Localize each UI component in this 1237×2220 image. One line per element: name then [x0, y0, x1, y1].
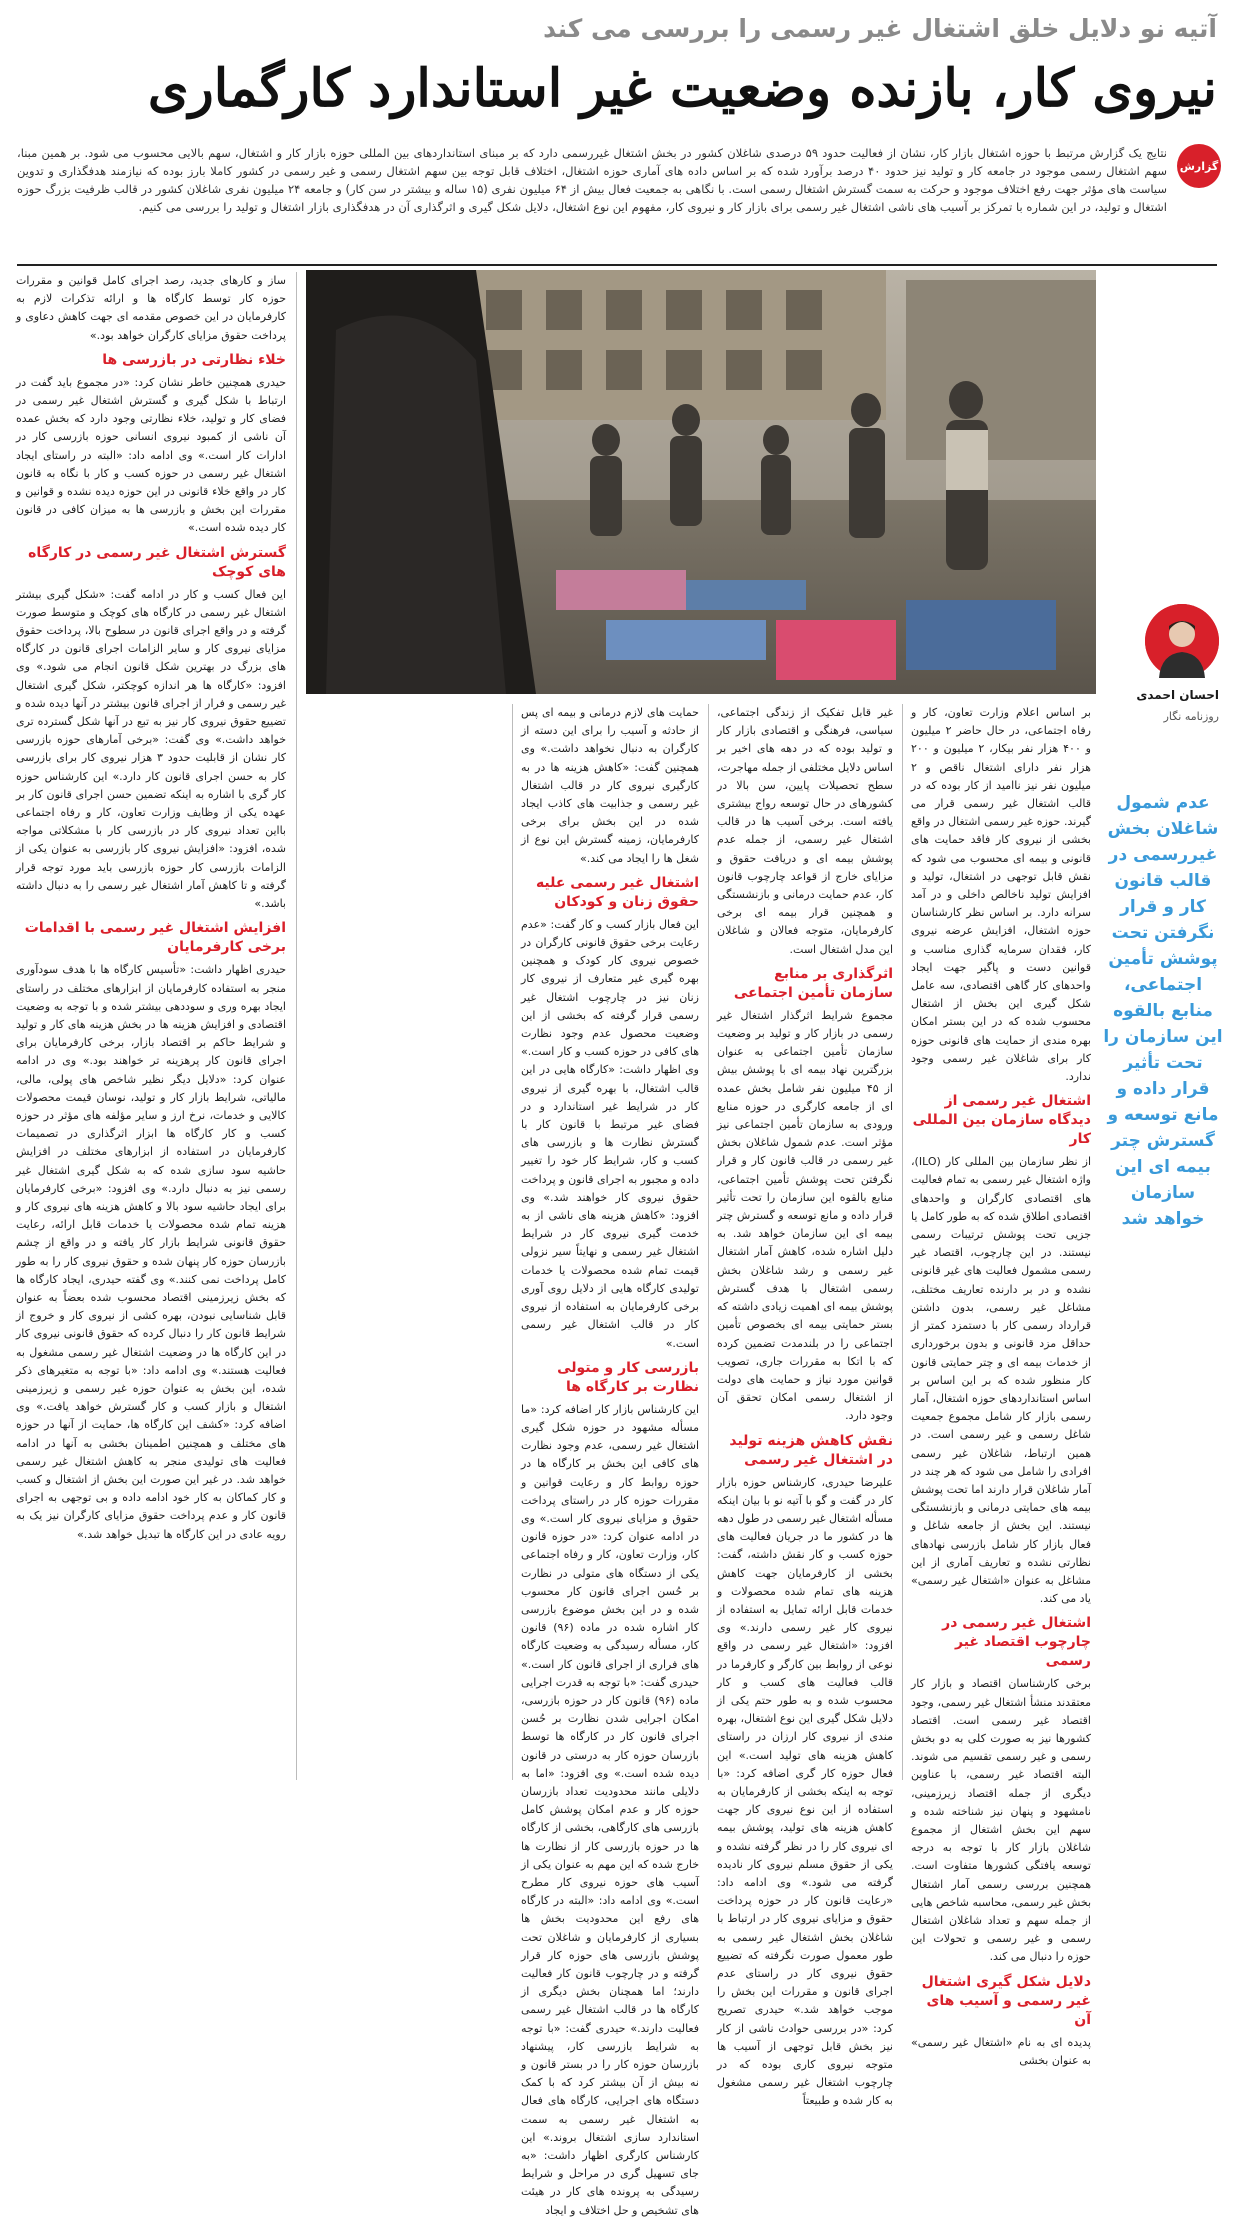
- column-divider: [708, 704, 709, 1780]
- column-divider: [296, 272, 297, 1780]
- subheading: بازرسی کار و متولی نظارت بر کارگاه ها: [557, 1359, 699, 1395]
- column-1: [911, 704, 1091, 2067]
- paragraph: این فعال بازار کسب و کار گفت: «عدم رعایت برخی حقوق قانونی کارگران در خصوص نیروی کار کودک و همچنین بهره گیری غیر متعارف از نیروی کار زنان نیز در چارچوب اشتغال غیر رسمی قرار گرفته که بخشی از این وضعیت محصول عدم وجود نظارت های کافی در حوزه کسب و کار است.» وی اظهار داشت: «کارگاه هایی در این قالب اشتغال، با بهره گیری از نیروی کار در شرایط غیر استاندارد و در فضای غیر مرتبط با قانون کار با گسترش نظارت ها و بازرسی های کسب و کار، شرایط کار خود را تغییر داده و مجبور به اجرای قانون و پرداخت حقوق نیروی کار خواهند شد.» وی افزود: «کاهش هزینه های ناشی از به خدمت گیری نیروی کار در شرایط اشتغال غیر رسمی و نهایتاً سیر نزولی قیمت تمام شده محصولات یا خدمات تولیدی کارگاه هایی از دلایل روی آوری برخی کارفرمایان به استفاده از نیروی کار در قالب اشتغال غیر رسمی است.»: [521, 917, 699, 1350]
- lead-paragraph: نتایج یک گزارش مرتبط با حوزه اشتغال بازار کار، نشان از فعالیت حدود ۵۹ درصدی شاغلان کشور در بخش اشتغال غیررسمی دارد که بر مبنای استانداردهای بین المللی حوزه بازار کار و اشتغال، سهم بالایی محسوب می شود. بر همین مبنا، سهم اشتغال رسمی موجود در جامعه کار و تولید نیز حدود ۴۰ درصد برآورد شده که بر اساس داده های آماری حوزه اشتغال، اختلاف قابل توجه بین سهم اشتغال رسمی و غیر رسمی در کشور کاملا بارز بوده که نیازمند هدفگذاری و تدوین سیاست های مؤثر جهت رفع اختلاف موجود و حرکت به سمت گسترش اشتغال رسمی است. با نگاهی به جمعیت فعال بیش از ۶۴ میلیون نفری (۱۵ ساله و بیشتر در سن کار) و جامعه ۲۴ میلیون نفری شاغلان کشور در قالب ظرفیت بزرگ حوزه اشتغال و تولید، در این شماره با تمرکز بر آسیب های ناشی اشتغال غیر رسمی برای بازار کار و نیروی کار، مفهوم این نوع اشتغال، دلایل شکل گیری و اثرگذاری آن در هدفگذاری بازار اشتغال و تولید را بررسی می کنیم.: [17, 146, 1168, 214]
- paragraph: مجموع شرایط اثرگذار اشتغال غیر رسمی در بازار کار و تولید بر وضعیت سازمان تأمین اجتماعی به عنوان بزرگترین نهاد بیمه ای با پوشش بیش از ۴۵ میلیون نفر شامل بخش عمده ای از جامعه کارگری در حوزه منابع ورودی به سازمان تأمین اجتماعی نیز مؤثر است. عدم شمول شاغلان بخش غیر رسمی در قالب قانون کار و قرار نگرفتن تحت پوشش تأمین اجتماعی، منابع بالقوه این سازمان را تحت تأثیر قرار داده و مانع توسعه و گسترش چتر بیمه ای این سازمان خواهد شد. به دلیل اشاره شده، کاهش آمار اشتغال غیر رسمی و رشد شاغلان بخش رسمی اشتغال با هدف گسترش پوشش بیمه ای اهمیت زیادی داشته که بستر حمایتی بیمه ای بخصوص تأمین اجتماعی را در بلندمدت تضمین کرده که با اتکا به مقررات جاری، تصویب قوانین مورد نیاز و حمایت های دولت از اشتغال رسمی امکان تحقق آن وجود دارد.: [717, 1008, 893, 1423]
- author-name: احسان احمدی: [1136, 688, 1219, 702]
- kicker: آتیه نو دلایل خلق اشتغال غیر رسمی را بررسی می کند: [543, 14, 1217, 43]
- author-avatar: [1145, 604, 1219, 678]
- paragraph: حمایت های لازم درمانی و بیمه ای پس از حادثه و آسیب را برای این دسته از کارگران به دنبال نخواهد داشت.» وی همچنین گفت: «کاهش هزینه ها در به کارگیری نیروی کار در قالب اشتغال غیر رسمی و جذابیت های کاذب ایجاد شده در این بخش برای برخی کارفرمایان، زمینه گسترش این نوع از شغل ها را ایجاد می کند.»: [521, 706, 699, 865]
- market-photo: [306, 270, 1096, 694]
- subheading: اشتغال غیر رسمی از دیدگاه سازمان بین المللی کار: [912, 1093, 1091, 1148]
- author-role: روزنامه نگار: [1163, 710, 1219, 723]
- header-rule: [17, 264, 1217, 266]
- paragraph: غیر قابل تفکیک از زندگی اجتماعی، سیاسی، فرهنگی و اقتصادی بازار کار و تولید بوده که در دهه های اخیر بر اساس دلایل مختلفی از جمله مهاجرت، سطح تحصیلات پایین، سن بالا در کشورهای در حال توسعه رواج بیشتری یافته است. برخی آسیب ها در قالب اشتغال غیر رسمی، از جمله عدم پوشش بیمه ای و دریافت حقوق و مزایای خارج از قواعد چارچوب قانون کار، عدم حمایت درمانی و بازنشستگی و همچنین قرار بیمه ای برخی کارفرمایان، متوجه فعالان و شاغلان این مدل اشتغال است.: [717, 706, 893, 956]
- subheading: خلاء نظارتی در بازرسی ها: [102, 351, 286, 368]
- column-2: [717, 704, 893, 2108]
- section-badge: گزارش: [1177, 144, 1221, 188]
- subheading: نقش کاهش هزینه تولید در اشتغال غیر رسمی: [729, 1432, 893, 1468]
- column-3: [521, 704, 699, 2217]
- subheading: گسترش اشتغال غیر رسمی در کارگاه های کوچک: [28, 544, 286, 580]
- paragraph: بر اساس اعلام وزارت تعاون، کار و رفاه اجتماعی، در حال حاضر ۲ میلیون و ۴۰۰ هزار نفر بیکار، ۲ میلیون و ۲۰۰ هزار نفر دارای اشتغال ناقص و ۲ میلیون نفر نیز ناامید از کار بوده که در قالب اشتغال غیر رسمی قرار می گیرند. حوزه غیر رسمی اشتغال در واقع بخشی از نیروی کار فاقد حمایت های قانونی و بیمه ای محسوب می شود که نقش قابل توجهی در اشتغال، تولید و افزایش تولید ناخالص داخلی و در آمد سرانه دارد. بر اساس نظر کارشناسان حوزه اشتغال، افزایش عرضه نیروی کار، فقدان سرمایه گذاری مناسب و قوانین دست و پاگیر جهت ایجاد واحدهای کار گاهی اقتصادی، سه عامل شکل گیری این بخش از اشتغال محسوب شده که در این بستر امکان بهره مندی از حمایت های قانونی حوزه کار برای شاغلان غیر رسمی وجود ندارد.: [911, 706, 1091, 1084]
- paragraph: این کارشناس بازار کار اضافه کرد: «ما مسأله مشهود در حوزه شکل گیری اشتغال غیر رسمی، عدم وجود نظارت های کافی این بخش بر کارگاه ها در حوزه روابط کار و رعایت قوانین و مقررات حوزه کار در راستای پرداخت حقوق و مزایای نیروی کار است.» وی در ادامه عنوان کرد: «در حوزه قانون کار، وزارت تعاون، کار و رفاه اجتماعی یکی از دستگاه های متولی در نظارت بر حُسن اجرای قانون کار محسوب شده و در این بخش موضوع بازرسی کار اشاره شده در ماده (۹۶) قانون کار، مسأله رسیدگی به وضعیت کارگاه های فراری از اجرای قانون کار است.» حیدری گفت: «با توجه به قدرت اجرایی ماده (۹۶) قانون کار در حوزه بازرسی، امکان اجرایی شدن نظارت بر حُسن اجرای قانون کار در کارگاه ها توسط بازرسان حوزه کار به درستی در قانون دیده شده است.» وی افزود: «اما به دلایلی مانند محدودیت تعداد بازرسان حوزه کار و عدم امکان پوشش کامل بازرسی های کارگاهی، بخشی از کارگاه ها در حوزه بازرسی کار از نظارت ها خارج شده که این مهم به عنوان یکی از آسیب های حوزه نیروی کار مطرح است.» وی ادامه داد: «البته در کارگاه های رفع این محدودیت بخش ها بسیاری از کارفرمایان و شاغلان تحت پوشش بازرسی های حوزه کار قرار گرفته و در چارچوب قانون کار فعالیت دارند؛ اما همچنان بخش دیگری از کارگاه ها در قالب اشتغال غیر رسمی فعالیت دارند.» حیدری گفت: «با توجه به شرایط بازرسی کار، پیشنهاد بازرسان حوزه کار را در بستر قانون و نه بیش از آن بیشتر کرد که با کمک دستگاه های اجرایی، کارگاه های فعال به اشتغال غیر رسمی به سمت استاندارد سازی اشتغال بروند.» این کارشناس کارگری اظهار داشت: «به جای تسهیل گری در مراحل و شرایط رسیدگی به پرونده های کار در هیئت های تشخیص و حل اختلاف و ایجاد: [521, 1402, 699, 2217]
- paragraph: برخی کارشناسان اقتصاد و بازار کار معتقدند منشأ اشتغال غیر رسمی، وجود اقتصاد غیر رسمی است. اقتصاد کشورها نیز به صورت کلی به دو بخش رسمی و غیر رسمی تقسیم می شوند. البته اقتصاد غیر رسمی، با عناوین دیگری از جمله اقتصاد زیرزمینی، نامشهود و پنهان نیز شناخته شده و سهم این بخش اشتغال از مجموع شاغلان بازار کار با توجه به درجه توسعه یافتگی کشورها متفاوت است. همچنین بررسی رسمی آمار اشتغال بخش غیر رسمی، محاسبه شاخص هایی از جمله سهم و تعداد شاغلان اشتغال رسمی و غیر رسمی و تحولات این حوزه را دنبال می کند.: [911, 1677, 1091, 1964]
- paragraph: این فعال کسب و کار در ادامه گفت: «شکل گیری بیشتر اشتغال غیر رسمی در کارگاه های کوچک و متوسط صورت گرفته و در واقع اجرای قانون در سطوح بالا، پرداخت حقوق مزایای نیروی کار و سایر الزامات اجرای قانون در کارگاه های بزرگ در بهترین شکل قانون انجام می شود.» وی افزود: «کارگاه ها هر اندازه کوچکتر، شکل گیری اشتغال غیر رسمی و فرار از اجرای قانون بیشتر در آنها دیده شده و تضییع حقوق نیروی کار نیز به تبع در آنها شکل گسترده تری خواهد داشت.» وی گفت: «برخی آمارهای حوزه بازرسی کار نشان از قابلیت حدود ۳ هزار نیروی کار برای بازرسی کار به حسن اجرای قانون کار دارد.» این کارشناس حوزه کار گری با اشاره به اینکه تضمین حسن اجرای قانون کار بر عهده یکی از وظایف وزارت تعاون، کار و رفاه اجتماعی بااین تعداد نیروی کار در بازرسی کار با مشکلاتی مواجه شده، افزود: «افزایش نیروی کار بازرسی به عنوان یکی از الزامات بازرسی کار حوزه بازرسی باید مورد توجه قرار گرفته و تا کاهش آمار اشتغال غیر رسمی را به دنبال داشته باشد.»: [16, 587, 286, 911]
- paragraph: حیدری همچنین خاطر نشان کرد: «در مجموع باید گفت در ارتباط با شکل گیری و گسترش اشتغال غیر رسمی در فضای کار و تولید، خلاء نظارتی وجود دارد که بخش عمده آن ناشی از کمبود نیروی انسانی حوزه بازرسی کار در ادارات کار است.» وی ادامه داد: «البته در راستای ایجاد اشتغال غیر رسمی در حوزه کسب و کار با نگاه به قانون کار در واقع خلاء قانونی در این حوزه دیده نشده و قوانین و مقررات این بخش و بازرسی ها به میزان کافی در قانون کار دیده شده است.»: [16, 375, 286, 535]
- subheading: اشتغال غیر رسمی علیه حقوق زنان و کودکان: [535, 874, 699, 910]
- subheading: اشتغال غیر رسمی در چارچوب اقتصاد غیر رسمی: [942, 1615, 1091, 1670]
- paragraph: علیرضا حیدری، کارشناس حوزه بازار کار در گفت و گو با آتیه نو با بیان اینکه مسأله اشتغال غیر رسمی در طول دهه ها در کشور ما در جریان فعالیت های حوزه کسب و کار نقش داشته، گفت: بخشی از کارفرمایان جهت کاهش هزینه های تمام شده محصولات و خدمات قابل ارائه تمایل به استفاده از نیروی کار غیر رسمی دارند.» وی افزود: «اشتغال غیر رسمی در واقع نوعی از روابط بین کارگر و کارفرما در قالب فعالیت های کسب و کار محسوب شده و به طور حتم یکی از دلایل شکل گیری این نوع اشتغال، بهره مندی از نیروی کار ارزان در راستای کاهش هزینه های تولید است.» این فعال حوزه کار گری اضافه کرد: «با توجه به اینکه بخشی از کارفرمایان به استفاده از این نوع نیروی کار جهت کاهش هزینه های تولید، پوشش بیمه ای نیروی کار را در نظر گرفته نشده و یکی از حقوق مسلم نیروی کار نادیده گرفته می شود.» وی ادامه داد: «رعایت قانون کار در حوزه پرداخت حقوق و مزایای نیروی کار در ارتباط با شاغلان بخش اشتغال غیر رسمی به طور معمول صورت نگرفته که تضییع حقوق نیروی کار در راستای عدم اجرای قانون و مقررات این بخش را موجب خواهد شد.» حیدری تصریح کرد: «در بررسی حوادث ناشی از کار نیز بخش قابل توجهی از آسیب ها متوجه نیروی کاری بوده که در چارچوب اشتغال غیر رسمی مشغول به کار شده و طبیعتاً: [717, 1475, 893, 2108]
- subheading: اثرگذاری بر منابع سازمان تأمین اجتماعی: [733, 965, 893, 1001]
- subheading: دلایل شکل گیری اشتغال غیر رسمی و آسیب های آن: [921, 1973, 1091, 2028]
- paragraph: از نظر سازمان بین المللی کار (ILO)، واژه اشتغال غیر رسمی به تمام فعالیت های اقتصادی کارگران و واحدهای اقتصادی اطلاق شده که به طور کامل یا جزیی تحت پوشش ترتیبات رسمی نیستند. در این چارچوب، اقتصاد غیر رسمی مشمول فعالیت های غیر قانونی نشده و در بر دارنده تعاریف مختلف، مشاغل غیر رسمی، بدون داشتن قرارداد رسمی کار با دستمزد کمتر از حداقل مزد قانونی و بدون برخورداری از خدمات بیمه ای و چتر حمایتی قانون کار منظور شده که بر این اساس بر اساس استانداردهای حوزه اشتغال، آمار رسمی بازار کار شامل مجموع جمعیت شاغل رسمی و غیر رسمی است. در همین ارتباط، شاغلان غیر رسمی افرادی را شامل می شود که هر چند در آمار شاغلان قرار دارند اما تحت پوشش بیمه های حمایتی درمانی و بازنشستگی نیستند. این بخش از جامعه شاغل و فعال بازار کار شامل بازرسی نهادهای نظارتی نشده و تعاریف آماری از این مشاغل به عنوان «اشتغال غیر رسمی» یاد می کند.: [911, 1155, 1091, 1606]
- pull-quote: عدم شمول شاغلان بخش غیررسمی در قالب قانون کار و قرار نگرفتن تحت پوشش تأمین اجتماعی، منابع بالقوه این سازمان را تحت تأثیر قرار داده و مانع توسعه و گسترش چتر بیمه ای این سازمان خواهد شد: [1103, 793, 1223, 1229]
- column-divider: [512, 704, 513, 1780]
- column-divider: [902, 704, 903, 1780]
- paragraph: ساز و کارهای جدید، رصد اجرای کامل قوانین و مقررات حوزه کار توسط کارگاه ها و ارائه تذکرات لازم به کارفرمایان در این خصوص مقدمه ای جهت کاهش دعاوی و پرداخت حقوق مزایای کارگران خواهد بود.»: [16, 274, 286, 342]
- paragraph: حیدری اظهار داشت: «تأسیس کارگاه ها با هدف سودآوری منجر به استفاده کارفرمایان از ابزارهای مختلف در راستای ایجاد بهره وری و سوددهی بیشتر شده و با توجه به وضعیت اقتصادی و افزایش هزینه ها در بخش هزینه های کار و تولید و شرایط حاکم بر اقتصاد بازار، برخی کارفرمایان برای اجرای قانون کار پرهزینه تر خواهند بود.» وی در ادامه عنوان کرد: «دلایل دیگر نظیر شاخص های پولی، مالی، مالیاتی، شرایط بازار کار و تولید، نوسان قیمت محصولات کالایی و خدمات، نرخ ارز و سایر مؤلفه های مؤثر در حوزه کسب و کار کارگاه ها ابزار اثرگذاری در تصمیمات کارفرمایان در استفاده از ابزارهای مختلف در افزایش حاشیه سود سازی شده که به شکل گیری اشتغال غیر رسمی نیز به دنبال دارد.» وی افزود: «برخی کارفرمایان برای ایجاد حاشیه سود بالا و کاهش هزینه های نیروی کار و هزینه تمام شده محصولات یا خدمات قابل ارائه، رعایت حقوق قانونی شرایط بازار کار یافته و در واقع از چشم بازرسان حوزه کار پنهان شده و حقوق نیروی کار را به طور کامل پرداخت نمی کنند.» وی گفته حیدری، ایجاد کارگاه ها که بخش زیرزمینی اقتصاد محسوب شده بعضاً به عنوان قابل شناسایی نبودن، بهره کشی از نیروی کار و خروج از شرایط قانون کار را دنبال کرده که حقوق قانونی نیروی کار در این کارگاه ها در وضعیت اشتغال غیر رسمی مشغول به فعالیت هستند.» وی ادامه داد: «با توجه به متغیرهای ذکر شده، این بخش به عنوان حوزه غیر رسمی و زیرزمینی اشتغال و بازار کسب و کار گسترش خواهد یافت.» وی اضافه کرد: «کشف این کارگاه ها، حمایت از آنها در حوزه های مختلف و همچنین اطمینان بخشی به آنها در ادامه فعالیت های تولیدی منجر به کاهش اشتغال غیر رسمی خواهد شد. در غیر این صورت این بخش از اشتغال و کسب و کار کماکان به کار خود ادامه داده و بی توجهی به اجرای قانون کار و عدم پرداخت حقوق مزایای کارگران نیز یک به رویه عادی در این کارگاه ها تبدیل خواهد شد.»: [16, 963, 286, 1541]
- headline: نیروی کار، بازنده وضعیت غیر استاندارد کارگماری: [147, 58, 1217, 119]
- paragraph: پدیده ای به نام «اشتغال غیر رسمی» به عنوان بخشی: [911, 2035, 1091, 2067]
- subheading: افزایش اشتغال غیر رسمی با اقدامات برخی کارفرمایان: [24, 920, 286, 956]
- column-4: [16, 272, 286, 1782]
